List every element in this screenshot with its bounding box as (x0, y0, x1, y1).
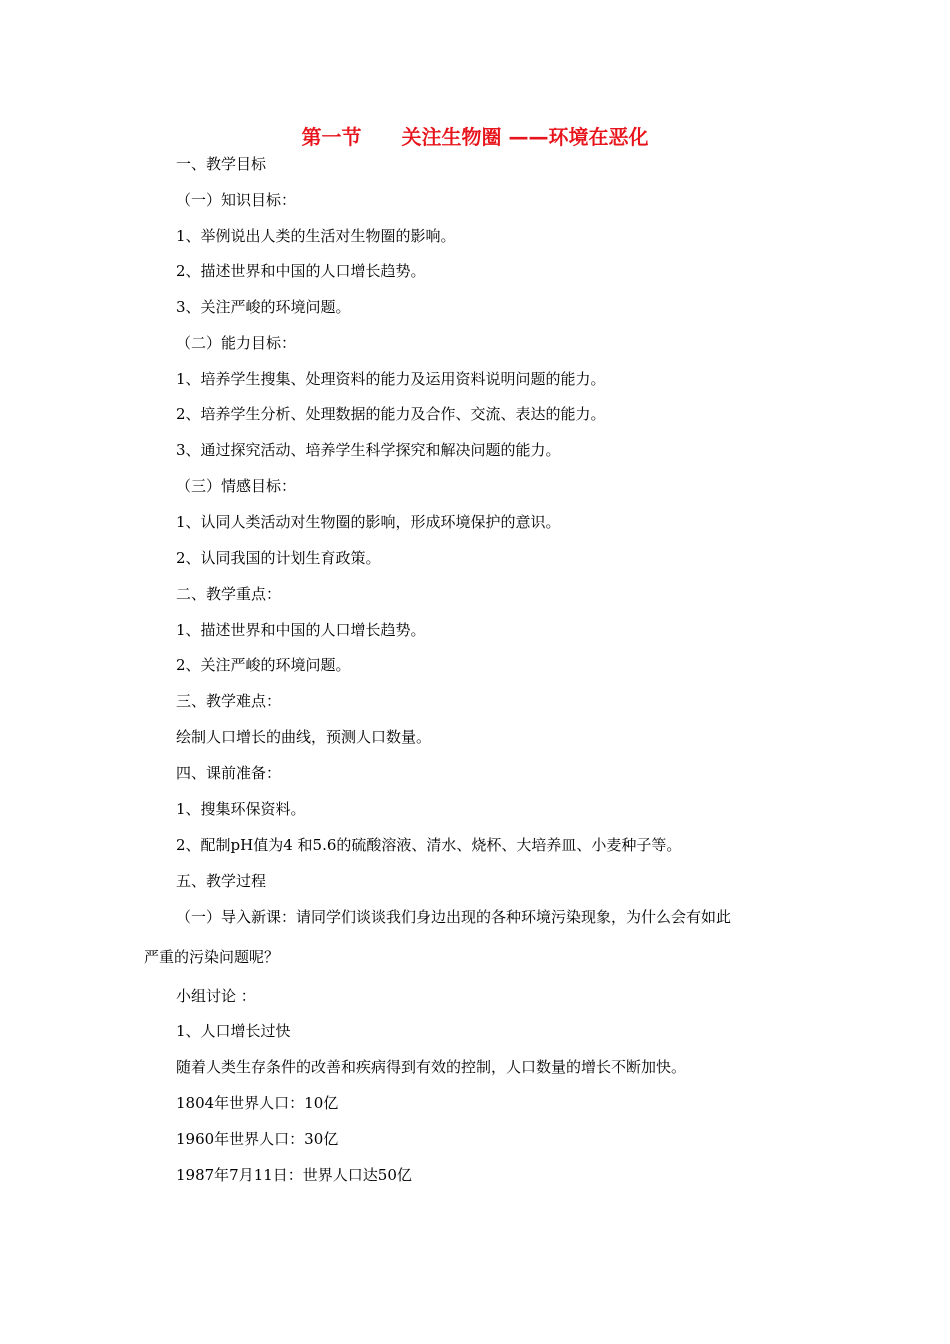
paragraph: 1、人口增长过快 (176, 1022, 291, 1040)
paragraph: 3、关注严峻的环境问题。 (176, 298, 351, 316)
paragraph: 1、搜集环保资料。 (176, 800, 306, 818)
paragraph: 2、描述世界和中国的人口增长趋势。 (176, 262, 426, 280)
paragraph: 1804年世界人口：10亿 (176, 1094, 339, 1112)
paragraph: 2、认同我国的计划生育政策。 (176, 549, 381, 567)
paragraph: 1987年7月11日：世界人口达50亿 (176, 1166, 412, 1184)
paragraph: （一）导入新课：请同学们谈谈我们身边出现的各种环境污染现象，为什么会有如此 (176, 908, 732, 926)
section-heading-process: 五、教学过程 (176, 872, 267, 890)
section-heading-difficulty: 三、教学难点： (176, 692, 282, 710)
paragraph: 1、举例说出人类的生活对生物圈的影响。 (176, 227, 456, 245)
section-heading-preparation: 四、课前准备： (176, 764, 282, 782)
subheading-knowledge: （一）知识目标： (176, 191, 297, 209)
paragraph: 随着人类生存条件的改善和疾病得到有效的控制，人口数量的增长不断加快。 (176, 1058, 687, 1076)
paragraph: 绘制人口增长的曲线，预测人口数量。 (176, 728, 432, 746)
paragraph: 1960年世界人口：30亿 (176, 1130, 339, 1148)
paragraph: 小组讨论 ： (176, 987, 256, 1005)
paragraph: 2、关注严峻的环境问题。 (176, 656, 351, 674)
document-title: 第一节 关注生物圈 ——环境在恶化 (301, 125, 649, 149)
section-heading-key-points: 二、教学重点： (176, 585, 282, 603)
paragraph: 1、描述世界和中国的人口增长趋势。 (176, 621, 426, 639)
paragraph: 3、通过探究活动、培养学生科学探究和解决问题的能力。 (176, 441, 561, 459)
subheading-emotion: （三）情感目标： (176, 477, 297, 495)
paragraph: 1、认同人类活动对生物圈的影响，形成环境保护的意识。 (176, 513, 561, 531)
section-heading-objectives: 一、教学目标 (176, 155, 267, 173)
paragraph: 1、培养学生搜集、处理资料的能力及运用资料说明问题的能力。 (176, 370, 606, 388)
paragraph-continuation: 严重的污染问题呢？ (144, 948, 280, 966)
paragraph: 2、培养学生分析、处理数据的能力及合作、交流、表达的能力。 (176, 405, 606, 423)
paragraph: 2、配制pH值为4 和5.6的硫酸溶液、清水、烧杯、大培养皿、小麦种子等。 (176, 836, 682, 854)
subheading-ability: （二）能力目标： (176, 334, 297, 352)
